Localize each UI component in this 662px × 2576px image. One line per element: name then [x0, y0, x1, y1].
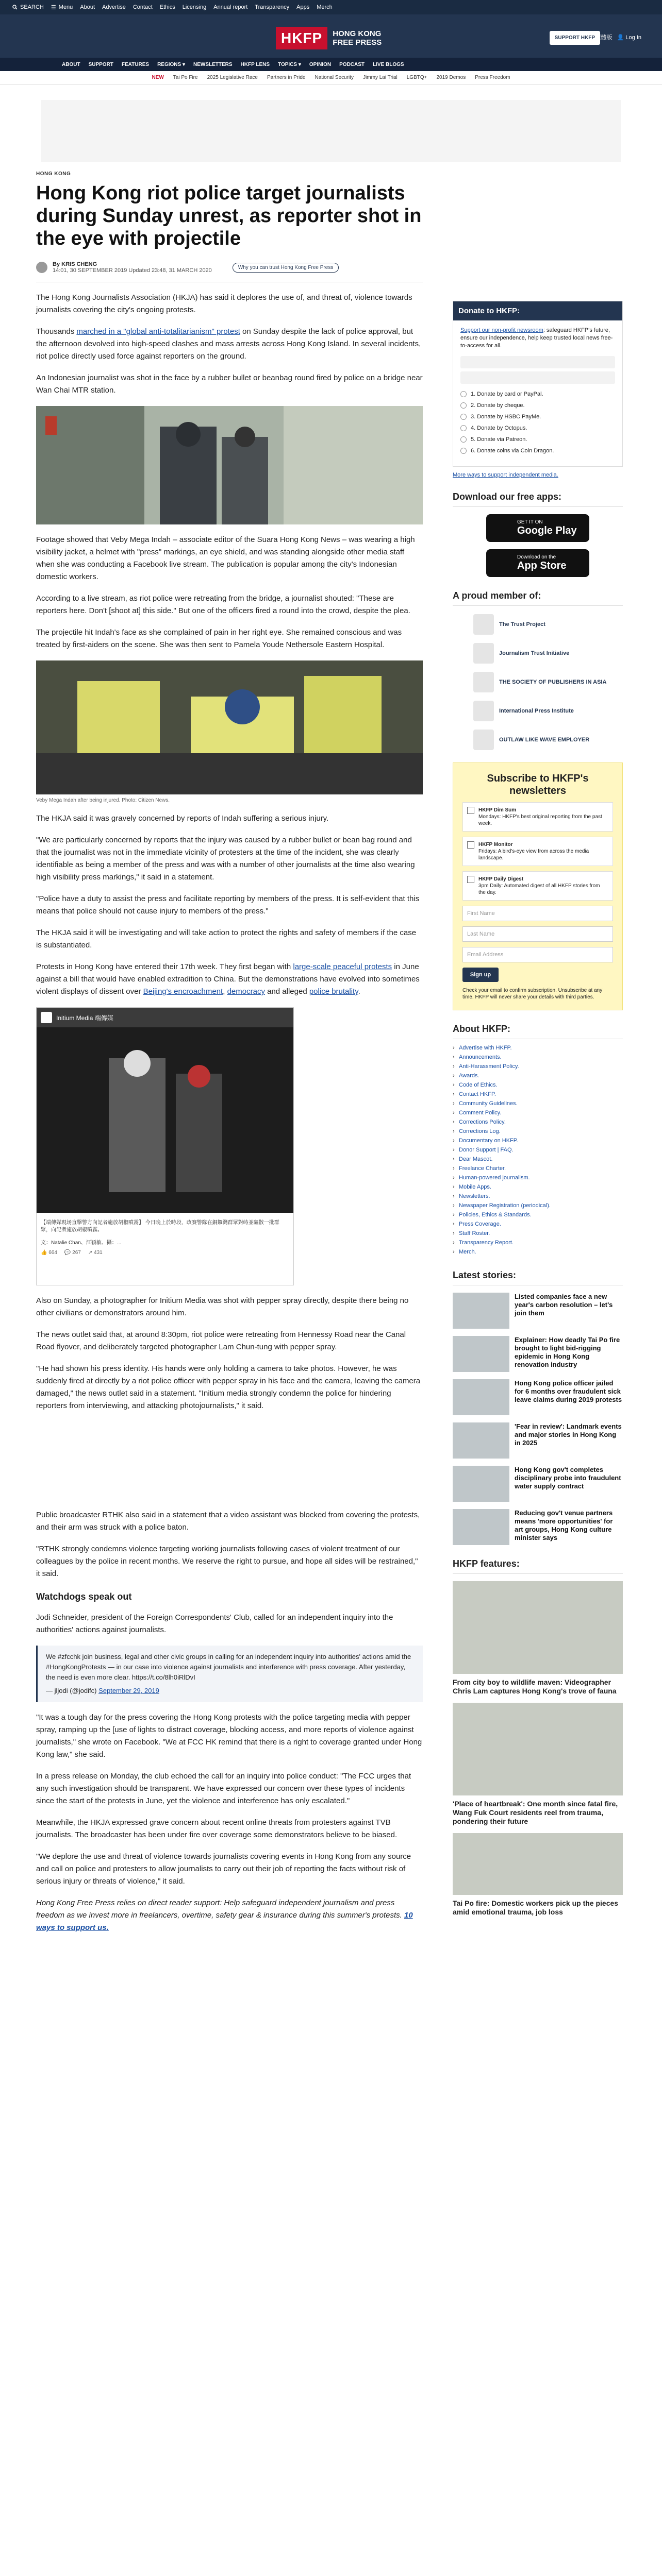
about-link[interactable]: › Advertise with HKFP.	[453, 1043, 623, 1053]
top-link-annual-report[interactable]: Annual report	[213, 4, 248, 10]
newsletter-name: HKFP Monitor	[478, 842, 513, 848]
checkbox-icon	[467, 807, 474, 814]
text: Hong Kong Free Press relies on direct reader support: Help safeguard independent journalism and press freedom as we invest more in freelancers, overtime, safety gear & insurance during this summer's protests.	[36, 1899, 404, 1920]
article-kicker: HONG KONG	[36, 171, 71, 177]
member-icon	[473, 672, 494, 692]
paragraph	[36, 961, 423, 998]
donate-option-label: 6. Donate coins via Coin Dragon.	[471, 448, 554, 454]
search-icon	[12, 5, 18, 10]
member-logo[interactable]	[473, 672, 623, 692]
latest-story[interactable]	[453, 1379, 623, 1415]
gp-label: Google Play	[517, 525, 577, 536]
inline-link[interactable]: Beijing's encroachment	[143, 987, 223, 996]
donate-option-label: 4. Donate by Octopus.	[471, 425, 527, 431]
top-link-licensing[interactable]: Licensing	[182, 4, 207, 10]
trending-item[interactable]: Tai Po Fire	[173, 75, 198, 80]
app-store-badge[interactable]	[486, 549, 589, 577]
fb-shares[interactable]: ↗ 431	[88, 1250, 103, 1256]
paragraph: An Indonesian journalist was shot in the face by a rubber bullet or beanbag round fired by police on a bridge near Wan Chai MTR station.	[36, 374, 423, 395]
story-thumbnail	[453, 1466, 509, 1502]
trending-item[interactable]: LGBTQ+	[406, 75, 427, 80]
radio-icon	[460, 402, 467, 409]
radio-icon	[460, 448, 467, 454]
member-name: OUTLAW LIKE WAVE EMPLOYER	[499, 737, 590, 743]
text: ,	[223, 987, 227, 996]
paragraph: "He had shown his press identity. His hands were only holding a camera to take photos. However, he was suddenly fired at directly by a riot police officer with pepper spray in his face and the camera, leaving the camera damaged," the news outlet said in a statement. "Initium media strongly condemn the police for hindering reporters from interviewing, and attacking photojournalists," it said.	[36, 1364, 421, 1410]
paragraph: "RTHK strongly condemns violence targeting working journalists following cases of violent treatment of our colleagues by the police in recent months. We reserve the right to pursue, and hope all sides will be restrained," it said.	[36, 1545, 418, 1578]
donate-option[interactable]	[460, 425, 615, 431]
tweet-date-link[interactable]: September 29, 2019	[98, 1687, 159, 1694]
paragraph: The Hong Kong Journalists Association (HKJA) has said it deplores the use of, and threat of, violence towards journalists covering the city's ongoing protests.	[36, 293, 412, 314]
new-badge: NEW	[152, 75, 164, 80]
author-name[interactable]: KRIS CHENG	[61, 261, 97, 267]
text: Thousands	[36, 327, 77, 336]
login-link[interactable]: Log In	[625, 35, 641, 41]
member-name: THE SOCIETY OF PUBLISHERS IN ASIA	[499, 679, 607, 685]
tweet-author: — jljodi (@jodifc)	[46, 1687, 97, 1694]
article	[36, 162, 423, 1934]
more-ways-link[interactable]: More ways to support independent media.	[453, 472, 558, 478]
signup-button[interactable]: Sign up	[462, 968, 499, 982]
feature-story[interactable]	[453, 1581, 623, 1696]
newsletter-note: Check your email to confirm subscription. Unsubscribe at any time. HKFP will never share your details with third parties.	[462, 988, 603, 1000]
trending-bar	[0, 71, 662, 84]
masthead	[0, 14, 662, 71]
paragraph: Public broadcaster RTHK also said in a statement that a video assistant was blocked from covering the protests, and their arm was struck with a police baton.	[36, 1511, 420, 1532]
trending-item[interactable]: 2019 Demos	[436, 75, 466, 80]
last-name-input[interactable]: Last Name	[462, 926, 613, 942]
newsletter-desc: Fridays: A bird's-eye view from across the media landscape.	[478, 849, 589, 861]
ad-banner	[41, 100, 621, 162]
checkbox-icon	[467, 876, 474, 883]
about-link[interactable]: › Merch.	[453, 1247, 623, 1257]
about-link[interactable]: › Comment Policy.	[453, 1108, 623, 1117]
feature-story[interactable]	[453, 1833, 623, 1917]
injured-journalist-photo	[36, 660, 423, 794]
member-icon	[473, 701, 494, 721]
newsletter-title: Subscribe to HKFP's newsletters	[487, 773, 589, 796]
trending-item[interactable]: Jimmy Lai Trial	[363, 75, 398, 80]
fb-likes[interactable]: 👍 664	[41, 1250, 57, 1256]
nav-newsletters[interactable]: NEWSLETTERS	[193, 61, 233, 67]
story-thumbnail	[453, 1293, 509, 1329]
sidebar	[453, 162, 623, 1917]
about-link[interactable]: › Transparency Report.	[453, 1238, 623, 1247]
member-icon	[473, 730, 494, 750]
newsletter-desc: Mondays: HKFP's best original reporting from the past week.	[478, 814, 602, 826]
fb-likes-count: 664	[48, 1250, 57, 1256]
nav-topics[interactable]: TOPICS ▾	[278, 61, 301, 67]
donate-intro: : safeguard HKFP's future, ensure our independence, help keep trusted local news free-to-access for all.	[460, 327, 613, 349]
google-play-badge[interactable]	[486, 514, 589, 542]
feature-thumbnail	[453, 1581, 623, 1674]
section-heading: Watchdogs speak out	[36, 1591, 132, 1602]
paragraph: The projectile hit Indah's face as she complained of pain in her right eye. She remained conscious and was treated by first-aiders on the scene. She was then sent to Pamela Youde Nethersole Eastern Hospital.	[36, 628, 402, 649]
support-note	[36, 1897, 423, 1934]
nav-podcast[interactable]: PODCAST	[339, 61, 365, 67]
fb-video-still	[37, 1027, 293, 1213]
about-link[interactable]: › Human-powered journalism.	[453, 1173, 623, 1182]
member-name: Journalism Trust Initiative	[499, 650, 570, 656]
paragraph: "It was a tough day for the press covering the Hong Kong protests with the police targeting media with pepper spray, ramping up the [use of lights to distract coverage, blocking access, and more reports of violence against journalists," she wrote on Facebook. "We at FCC HK remind that there is a right to coverage granted under Hong Kong law," she said.	[36, 1713, 422, 1759]
facebook-embed[interactable]	[36, 1007, 294, 1285]
card-button[interactable]	[460, 371, 615, 384]
story-title: Hong Kong police officer jailed for 6 months over fraudulent sick leave claims during 2019 protests	[515, 1379, 622, 1403]
text: and alleged	[264, 987, 309, 996]
top-link-apps[interactable]: Apps	[296, 4, 310, 10]
donate-option-label: 2. Donate by cheque.	[471, 402, 525, 409]
member-logo[interactable]	[473, 730, 623, 750]
top-link-contact[interactable]: Contact	[133, 4, 153, 10]
trending-item[interactable]: Press Freedom	[475, 75, 510, 80]
feature-thumbnail	[453, 1833, 623, 1895]
nav-support[interactable]: SUPPORT	[88, 61, 113, 67]
logo-mark: HKFP	[276, 27, 327, 49]
about-link[interactable]: › Code of Ethics.	[453, 1080, 623, 1090]
story-thumbnail	[453, 1379, 509, 1415]
about-link[interactable]: › Freelance Charter.	[453, 1164, 623, 1173]
article-title: Hong Kong riot police target journalists during Sunday unrest, as reporter shot in the eye with projectile	[36, 182, 422, 249]
paragraph	[36, 326, 423, 363]
members-heading: A proud member of:	[453, 590, 623, 606]
tweet-text: We #zfcchk join business, legal and other civic groups in calling for an independent inquiry into authorities' actions amid the #HongKongProtests — in our case into violence against journalists and interference with press coverage. After yesterday, the need is even more clear. https://t.co/8lh0iRlDvI	[46, 1653, 411, 1681]
fb-post-signature: 文：Natalie Chan、江穎敏、攝：...	[41, 1240, 122, 1246]
about-link[interactable]: › Announcements.	[453, 1053, 623, 1062]
donate-option[interactable]	[460, 402, 615, 409]
about-link[interactable]: › Press Coverage.	[453, 1219, 623, 1229]
newsletter-name: HKFP Daily Digest	[478, 876, 524, 882]
about-link[interactable]: › Mobile Apps.	[453, 1182, 623, 1192]
about-link[interactable]: › Documentary on HKFP.	[453, 1136, 623, 1145]
search-link[interactable]	[12, 4, 44, 10]
photo-caption: Veby Mega Indah after being injured. Photo: Citizen News.	[36, 798, 170, 803]
inline-link[interactable]: democracy	[227, 987, 265, 996]
apps-heading: Download our free apps:	[453, 492, 623, 507]
about-link[interactable]: › Corrections Policy.	[453, 1117, 623, 1127]
donate-option-label: 5. Donate via Patreon.	[471, 436, 527, 443]
radio-icon	[460, 414, 467, 420]
features-heading: HKFP features:	[453, 1558, 623, 1574]
story-title: 'Fear in review': Landmark events and major stories in Hong Kong in 2025	[515, 1422, 622, 1447]
text: .	[358, 987, 360, 996]
header-right	[595, 33, 641, 41]
feature-thumbnail	[453, 1703, 623, 1795]
inline-link[interactable]: police brutality	[309, 987, 358, 996]
about-link[interactable]: › Newspaper Registration (periodical).	[453, 1201, 623, 1210]
donate-option[interactable]	[460, 448, 615, 454]
fb-comments[interactable]: 💬 267	[64, 1250, 81, 1256]
paragraph: Jodi Schneider, president of the Foreign Correspondents' Club, called for an independent inquiry into the authorities' actions against journalists.	[36, 1613, 393, 1634]
donate-title: Donate to HKFP:	[453, 301, 622, 320]
top-link-merch[interactable]: Merch	[317, 4, 333, 10]
latest-heading: Latest stories:	[453, 1270, 623, 1285]
trending-item[interactable]: National Security	[315, 75, 354, 80]
spacer	[453, 162, 623, 301]
text: Protests in Hong Kong have entered their 17th week. They first began with	[36, 962, 293, 971]
member-logo[interactable]	[473, 701, 623, 721]
main-nav	[0, 58, 662, 71]
as-label: App Store	[517, 560, 567, 571]
menu-label: Menu	[58, 4, 73, 10]
member-logo[interactable]	[473, 643, 623, 664]
paragraph: "We deplore the use and threat of violence towards journalists covering events in Hong Kong from any source and call on police and protesters to allow journalists to carry out their job of reporting the facts without risk of serious injury or threats of violence," it said.	[36, 1852, 411, 1886]
about-link[interactable]: › Community Guidelines.	[453, 1099, 623, 1108]
paragraph: The HKJA said it will be investigating and will take action to protect the rights and safety of members if the case is substantiated.	[36, 928, 417, 950]
about-link[interactable]: › Corrections Log.	[453, 1127, 623, 1136]
nav-regions[interactable]: REGIONS ▾	[157, 61, 185, 67]
latest-story[interactable]	[453, 1336, 623, 1372]
paragraph: Footage showed that Veby Mega Indah – associate editor of the Suara Hong Kong News – was wearing a high visibility jacket, a helmet with "press" markings, an eye shield, and was standing alongside other media staff when she was conducting a Facebook live stream. The publication is popular among the city's Indonesian domestic workers.	[36, 535, 415, 581]
story-title: Listed companies face a new year's carbon resolution – let's join them	[515, 1293, 613, 1317]
about-link[interactable]: › Awards.	[453, 1071, 623, 1080]
story-thumbnail	[453, 1336, 509, 1372]
logo-line2: FREE PRESS	[333, 38, 382, 47]
logo-line1: HONG KONG	[333, 29, 382, 38]
site-logo[interactable]	[276, 27, 382, 49]
member-icon	[473, 643, 494, 664]
about-link[interactable]: › Donor Support | FAQ.	[453, 1145, 623, 1155]
top-link-transparency[interactable]: Transparency	[255, 4, 290, 10]
paragraph: "Police have a duty to assist the press and facilitate reporting by members of the press. It is self-evident that this means that police should not cause injury to members of the press."	[36, 894, 420, 916]
about-link[interactable]: › Contact HKFP.	[453, 1090, 623, 1099]
search-label: SEARCH	[20, 4, 44, 10]
byline: By KRIS CHENG 14:01, 30 SEPTEMBER 2019 Updated 23:48, 31 MARCH 2020 Why you can trust Hong Kong Free Press	[36, 261, 423, 274]
paragraph: "We are particularly concerned by reports that the injury was caused by a rubber bullet or bean bag round and that the journalist was not in the immediate vicinity of protesters at the time of the incident, she was clearly identifiable as being a member of the press and was with a number of other journalists at the time also wearing high visibility press markings," it said in a statement.	[36, 836, 415, 882]
donate-option[interactable]	[460, 436, 615, 443]
about-link[interactable]: › Anti-Harassment Policy.	[453, 1062, 623, 1071]
story-title: Hong Kong gov't completes disciplinary probe into fraudulent water supply contract	[515, 1466, 621, 1490]
top-link-about[interactable]: About	[80, 4, 95, 10]
fb-page-avatar	[41, 1012, 52, 1023]
riot-police-photo	[36, 406, 423, 524]
article-photo-1	[36, 406, 423, 524]
newsletter-option[interactable]	[462, 837, 613, 866]
donate-option-label: 3. Donate by HSBC PayMe.	[471, 414, 541, 420]
about-list	[453, 1043, 623, 1257]
paragraph: In a press release on Monday, the club echoed the call for an inquiry into police conduct: "The FCC urges that any such investigation should be transparent. We have expressed our concern over these types of incidents since the start of the protests in June, yet the violence and interference has only escalated."	[36, 1772, 411, 1805]
top-bar	[0, 0, 662, 14]
fb-post-text: 【端傳媒現场直擊警方向記者施放胡椒噴霧】 今日晚上於時段，政賽警隊在銅鑼灣群眾對峙並驅散一批群眾，向記者施放胡椒噴霧。	[41, 1220, 279, 1233]
nav-opinion[interactable]: OPINION	[309, 61, 332, 67]
latest-story[interactable]	[453, 1422, 623, 1459]
about-heading: About HKFP:	[453, 1024, 623, 1039]
latest-story[interactable]	[453, 1466, 623, 1502]
email-input[interactable]: Email Address	[462, 947, 613, 962]
text: in June against a bill that would have enabled extradition to China. But the demonstrations have evolved into sometimes violent displays of dissent over	[36, 962, 420, 996]
member-name: International Press Institute	[499, 708, 574, 714]
trending-item[interactable]: Partners in Pride	[267, 75, 306, 80]
donate-option-label: 1. Donate by card or PayPal.	[471, 391, 543, 397]
inline-link[interactable]: marched in a "global anti-totalitarianism" protest	[76, 327, 240, 336]
support-link[interactable]: 10 ways to support us.	[36, 1911, 413, 1932]
as-small: Download on the	[517, 554, 556, 560]
paragraph: Also on Sunday, a photographer for Initium Media was shot with pepper spray directly, despite there being no other civilians or demonstrators around him.	[36, 1296, 409, 1317]
story-title: Explainer: How deadly Tai Po fire brought to light bid-rigging epidemic in Hong Kong renovation industry	[515, 1336, 620, 1368]
nav-live-blogs[interactable]: LIVE BLOGS	[373, 61, 404, 67]
article-photo-2	[36, 660, 423, 794]
hamburger-icon: ☰	[51, 4, 56, 11]
article-dates: 14:01, 30 SEPTEMBER 2019 Updated 23:48, 31 MARCH 2020	[53, 267, 212, 274]
feature-title: From city boy to wildlife maven: Videographer Chris Lam captures Hong Kong's trove of fauna	[453, 1678, 617, 1695]
support-hkfp-button[interactable]: SUPPORT HKFP	[550, 31, 600, 45]
fb-comments-count: 267	[72, 1250, 81, 1256]
story-thumbnail	[453, 1422, 509, 1459]
paragraph: The HKJA said it was gravely concerned by reports of Indah suffering a serious injury.	[36, 814, 329, 823]
radio-icon	[460, 425, 467, 431]
inline-link[interactable]: large-scale peaceful protests	[293, 962, 392, 971]
newsletter-desc: 3pm Daily: Automated digest of all HKFP stories from the day.	[478, 883, 600, 895]
author-avatar	[36, 262, 47, 273]
story-title: Reducing gov't venue partners means 'more opportunities' for art groups, Hong Kong culture minister says	[515, 1509, 613, 1541]
first-name-input[interactable]: First Name	[462, 906, 613, 921]
latest-story[interactable]	[453, 1509, 623, 1545]
paragraph: The news outlet said that, at around 8:30pm, riot police were retreating from Hennessy Road near the Canal Road flyover, and deliberately targeted photographer Lam Chun-tung with pepper spray.	[36, 1330, 406, 1351]
about-link[interactable]: › Newsletters.	[453, 1192, 623, 1201]
user-icon: 👤	[617, 35, 624, 41]
member-logo[interactable]	[473, 614, 623, 635]
newsletter-option[interactable]	[462, 871, 613, 901]
feature-title: Tai Po fire: Domestic workers pick up the pieces amid emotional trauma, job loss	[453, 1899, 619, 1916]
latest-story[interactable]	[453, 1293, 623, 1329]
feature-story[interactable]	[453, 1703, 623, 1826]
paragraph: Meanwhile, the HKJA expressed grave concern about recent online threats from protesters against TVB journalists. The broadcaster has been under fire over coverage some demonstrators believe to be biased.	[36, 1818, 398, 1839]
feature-title: 'Place of heartbreak': One month since fatal fire, Wang Fuk Court residents reel from trauma, pondering their future	[453, 1800, 618, 1825]
newsletter-name: HKFP Dim Sum	[478, 807, 517, 813]
nav-features[interactable]: FEATURES	[121, 61, 150, 67]
text: on Sunday despite the lack of police approval, but the afternoon devolved into high-speed clashes and mass arrests across Hong Kong Island. In several incidents, riot police directly used force against reporters on the ground.	[36, 327, 421, 361]
checkbox-icon	[467, 841, 474, 849]
about-link[interactable]: › Policies, Ethics & Standards.	[453, 1210, 623, 1219]
donate-option[interactable]	[460, 414, 615, 420]
spacer	[36, 1412, 423, 1500]
top-link-ethics[interactable]: Ethics	[159, 4, 175, 10]
member-icon	[473, 614, 494, 635]
about-link[interactable]: › Staff Roster.	[453, 1229, 623, 1238]
trending-item[interactable]: 2025 Legislative Race	[207, 75, 258, 80]
tweet-embed[interactable]	[36, 1646, 423, 1702]
nav-hkfp-lens[interactable]: HKFP LENS	[240, 61, 270, 67]
donate-option[interactable]	[460, 391, 615, 397]
fb-page-name[interactable]: Initium Media 端傳媒	[56, 1014, 113, 1022]
menu-link[interactable]	[51, 4, 73, 11]
donate-box	[453, 301, 623, 467]
newsletter-option[interactable]	[462, 802, 613, 832]
about-link[interactable]: › Dear Mascot.	[453, 1155, 623, 1164]
story-thumbnail	[453, 1509, 509, 1545]
paypal-button[interactable]	[460, 356, 615, 368]
trust-pill[interactable]: Why you can trust Hong Kong Free Press	[233, 263, 339, 273]
nav-about[interactable]: ABOUT	[62, 61, 80, 67]
top-link-advertise[interactable]: Advertise	[102, 4, 126, 10]
paragraph: According to a live stream, as riot police were retreating from the bridge, a journalist shouted: "These are reporters here. Don't [shoot at] this side." But one of the officers fired a round into the crowd, despite the plea.	[36, 594, 410, 615]
newsletter-box	[453, 762, 623, 1010]
donate-intro-link[interactable]: Support our non-profit newsroom	[460, 327, 543, 333]
gp-small: GET IT ON	[517, 519, 543, 525]
radio-icon	[460, 391, 467, 397]
language-link[interactable]: 繁體版	[595, 35, 613, 41]
fb-shares-count: 431	[94, 1250, 103, 1256]
member-name: The Trust Project	[499, 621, 545, 628]
radio-icon	[460, 436, 467, 443]
